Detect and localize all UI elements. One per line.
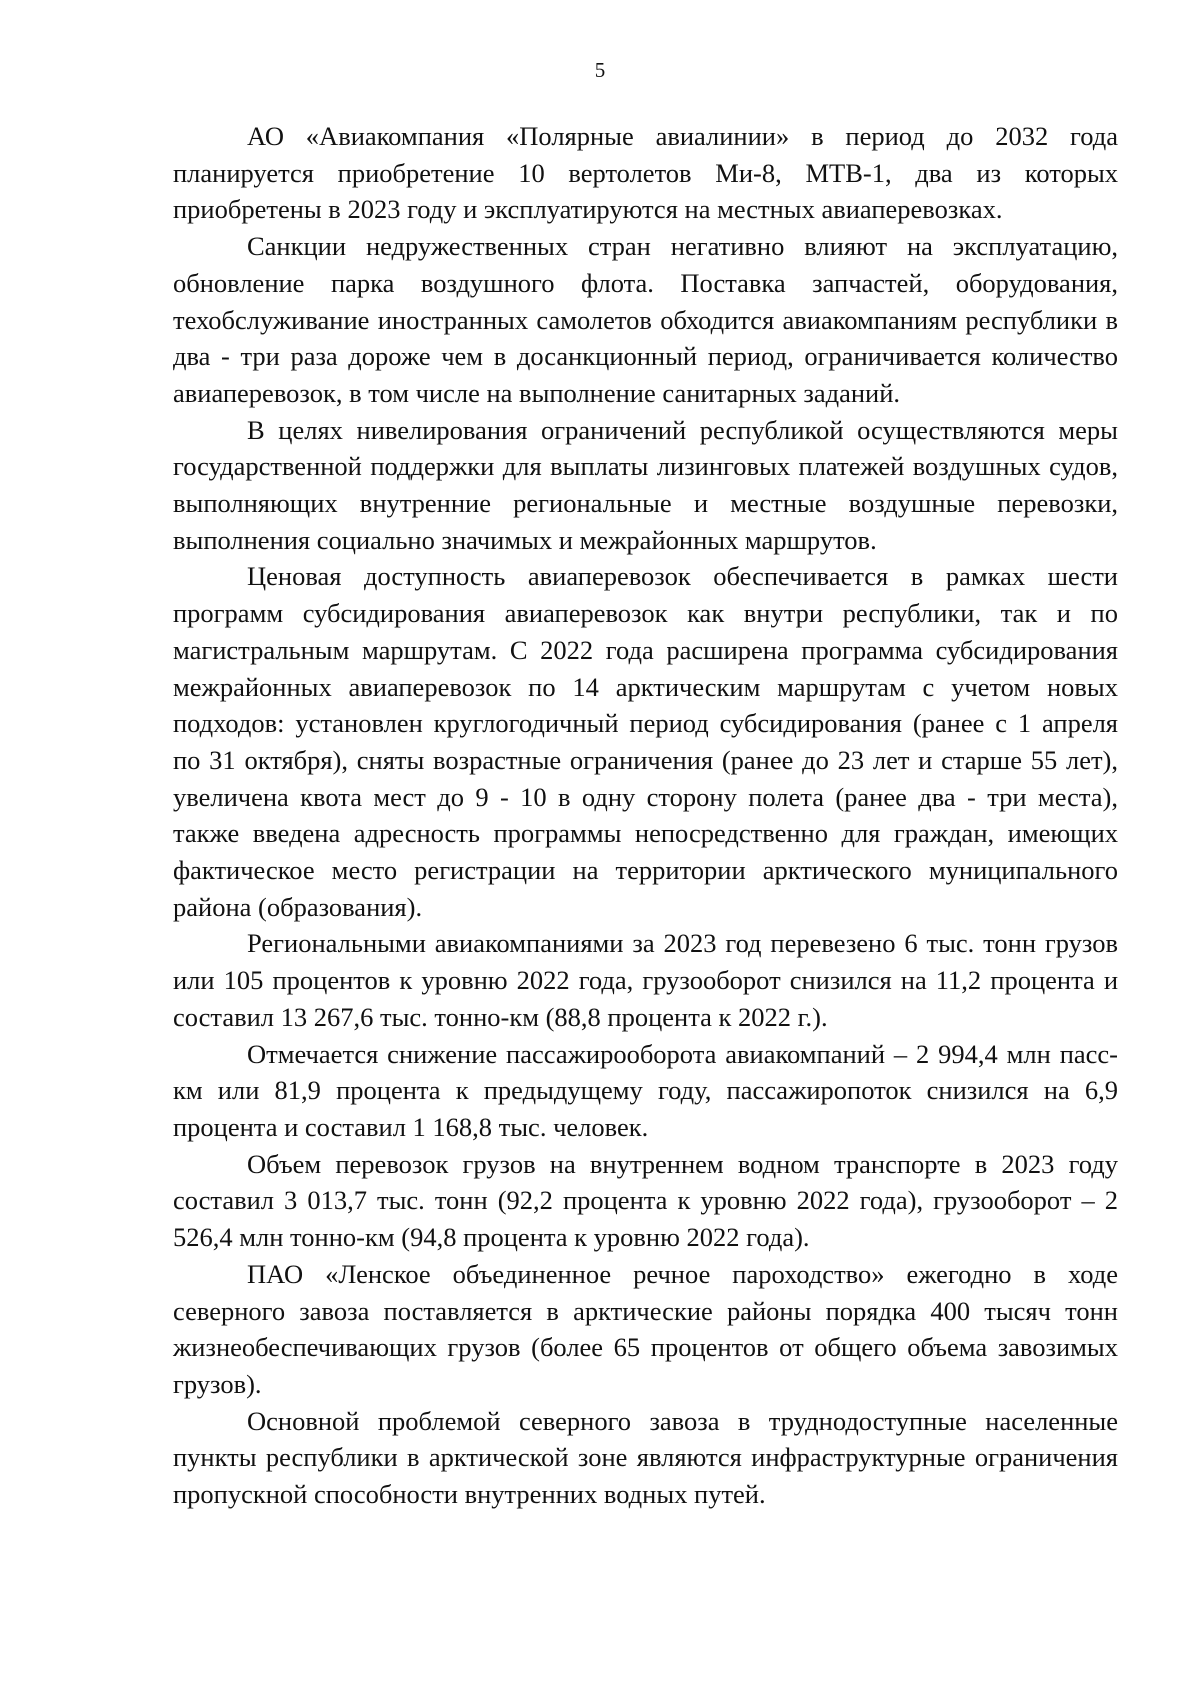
paragraph-passenger-turnover: Отмечается снижение пассажирооборота авиакомпаний – 2 994,4 млн пасс-км или 81,9 процента к предыдущему году, пассажиропоток снизился на 6,9 процента и составил 1 168,8 тыс. человек. bbox=[173, 1038, 1118, 1142]
page-number: 5 bbox=[594, 58, 606, 82]
paragraph-state-support: В целях нивелирования ограничений республикой осуществляются меры государственной поддержки для выплаты лизинговых платежей воздушных судов, выполняющих внутренние региональные и местные воздушные перевозки, выполнения социально значимых и межрайонных маршрутов. bbox=[173, 414, 1118, 555]
paragraph-sanctions: Санкции недружественных стран негативно влияют на эксплуатацию, обновление парка воздушного флота. Поставка запчастей, оборудования, техобслуживание иностранных самолетов обходится авиакомпаниям республики в два - три раза дороже чем в досанкционный период, ограничивается количество авиаперевозок, в том числе на выполнение санитарных заданий. bbox=[173, 231, 1118, 408]
paragraph-water-transport: Объем перевозок грузов на внутреннем водном транспорте в 2023 году составил 3 013,7 тыс. тонн (92,2 процента к уровню 2022 года), грузооборот – 2 526,4 млн тонно-км (94,8 процента к уровню 2022 года). bbox=[173, 1148, 1118, 1253]
document-body bbox=[173, 118, 1118, 1513]
paragraph-aircraft-purchase: АО «Авиакомпания «Полярные авиалинии» в период до 2032 года планируется приобретение 10 вертолетов Ми-8, МТВ-1, два из которых приобретены в 2023 году и эксплуатируются на местных авиаперевозках. bbox=[173, 121, 1118, 225]
paragraph-northern-delivery: Основной проблемой северного завоза в труднодоступные населенные пункты республики в арктической зоне являются инфраструктурные ограничения пропускной способности внутренних водных путей. bbox=[173, 1405, 1118, 1510]
paragraph-subsidy-programs: Ценовая доступность авиаперевозок обеспечивается в рамках шести программ субсидирования авиаперевозок как внутри республики, так и по магистральным маршрутам. С 2022 года расширена программа субсидирования межрайонных авиаперевозок по 14 арктическим маршрутам с учетом новых подходов: установлен круглогодичный период субсидирования (ранее с 1 апреля по 31 октября), сняты возрастные ограничения (ранее до 23 лет и старше 55 лет), увеличена квота мест до 9 - 10 в одну сторону полета (ранее два - три места), также введена адресность программы непосредственно для граждан, имеющих фактическое место регистрации на территории арктического муниципального района (образования). bbox=[173, 561, 1118, 922]
paragraph-river-shipping: ПАО «Ленское объединенное речное пароходство» ежегодно в ходе северного завоза поставляется в арктические районы порядка 400 тысяч тонн жизнеобеспечивающих грузов (более 65 процентов от общего объема завозимых грузов). bbox=[173, 1258, 1118, 1399]
paragraph-cargo-air: Региональными авиакомпаниями за 2023 год перевезено 6 тыс. тонн грузов или 105 процентов к уровню 2022 года, грузооборот снизился на 11,2 процента и составил 13 267,6 тыс. тонно-км (88,8 процента к 2022 г.). bbox=[173, 928, 1118, 1032]
